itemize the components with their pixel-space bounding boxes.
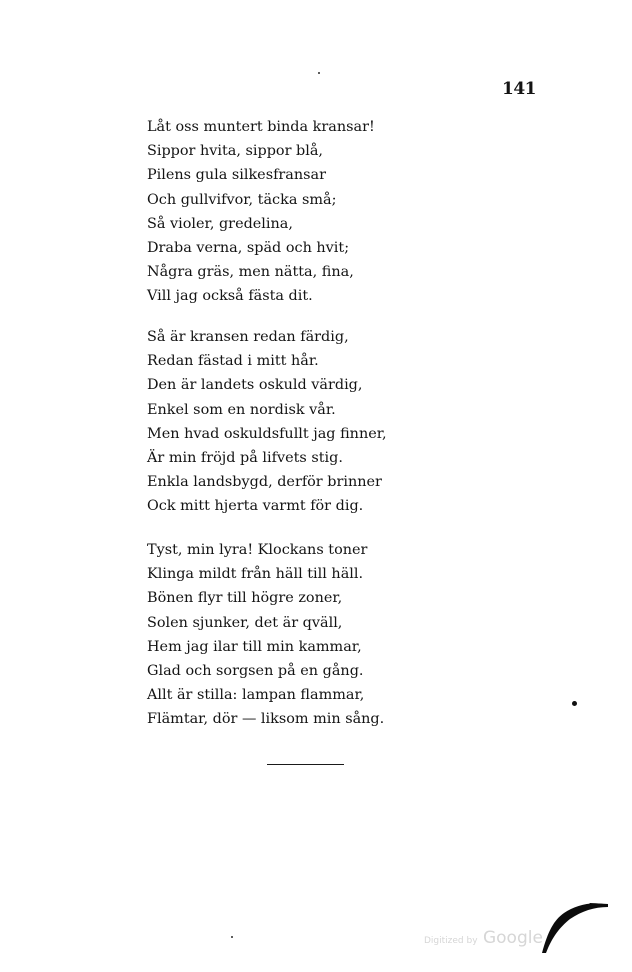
poem-line: Så är kransen redan färdig,	[147, 329, 349, 345]
poem-line: Den är landets oskuld värdig,	[147, 377, 363, 394]
poem-line: Redan fästad i mitt hår.	[147, 353, 319, 370]
poem-line: Draba verna, späd och hvit;	[147, 240, 350, 257]
poem-line: Är min fröjd på lifvets stig.	[147, 450, 343, 467]
poem-line: Solen sjunker, det är qväll,	[147, 614, 343, 631]
poem-stanza	[147, 538, 384, 732]
watermark-prefix: Digitized by	[424, 936, 478, 946]
poem-stanza	[147, 325, 387, 519]
ink-dot	[572, 701, 577, 706]
poem-line: Glad och sorgsen på en gång.	[147, 663, 364, 680]
poem-line: Sippor hvita, sippor blå,	[147, 143, 324, 160]
poem-line: Allt är stilla: lampan flammar,	[147, 687, 365, 704]
poem-line: Så violer, gredelina,	[147, 215, 293, 232]
poem-line: Ock mitt hjerta varmt för dig.	[147, 498, 364, 515]
poem-stanza	[147, 115, 375, 309]
poem-line: Några gräs, men nätta, fina,	[147, 264, 354, 281]
poem-line: Tyst, min lyra! Klockans toner	[147, 542, 368, 558]
poem-line: Enkla landsbygd, derför brinner	[147, 474, 382, 491]
poem-line: Enkel som en nordisk vår.	[147, 401, 336, 418]
digitizer-watermark	[424, 928, 543, 948]
poem-line: Bönen flyr till högre zoner,	[147, 590, 343, 607]
page-number: 141	[502, 79, 536, 99]
poem-line: Men hvad oskuldsfullt jag finner,	[147, 425, 387, 442]
speck-mark	[318, 72, 320, 74]
speck-mark	[231, 936, 233, 938]
poem-line: Hem jag ilar till min kammar,	[147, 638, 362, 655]
poem-line: Vill jag också fästa dit.	[147, 288, 313, 305]
watermark-brand: Google	[482, 928, 543, 948]
poem-line: Och gullvifvor, täcka små;	[147, 191, 337, 208]
poem-line: Låt oss muntert binda kransar!	[147, 119, 375, 135]
ink-stroke-mark	[530, 893, 610, 955]
end-rule	[267, 764, 344, 765]
poem-line: Klinga mildt från häll till häll.	[147, 566, 364, 583]
poem-line: Pilens gula silkesfransar	[147, 167, 326, 184]
poem-line: Flämtar, dör — liksom min sång.	[147, 711, 385, 728]
